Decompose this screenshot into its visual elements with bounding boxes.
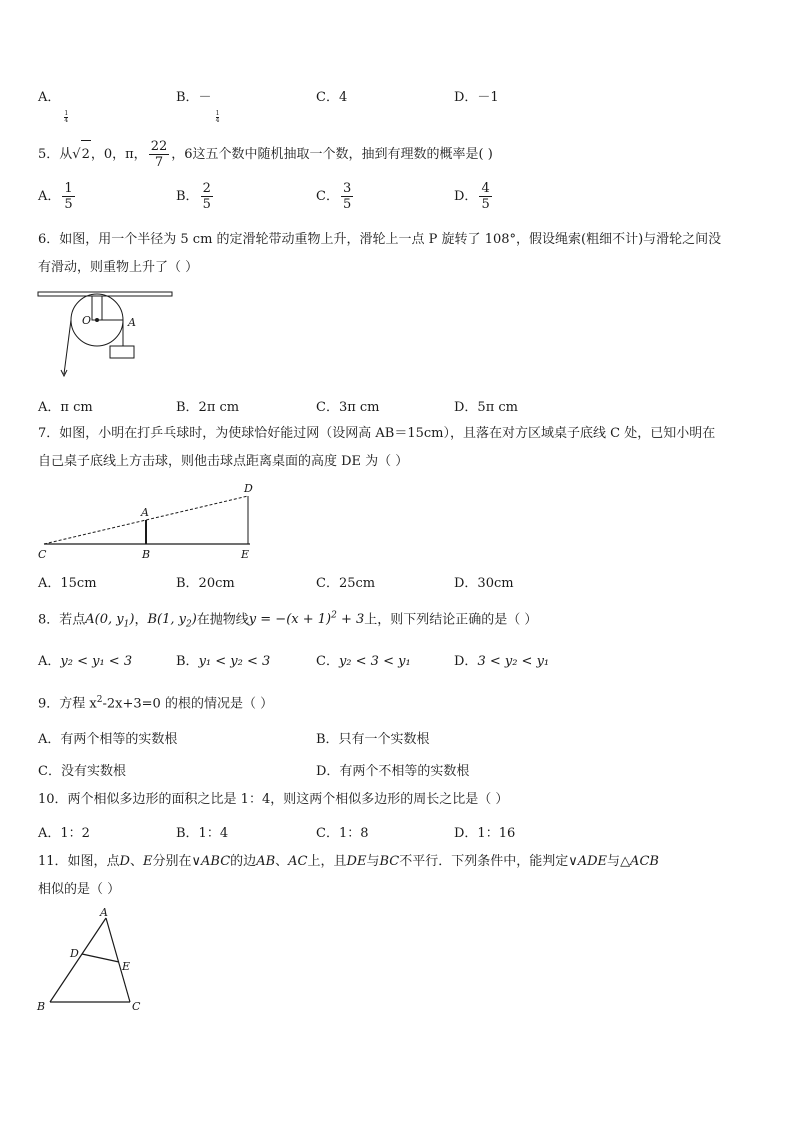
q6-stem: 6．如图，用一个半径为 5 cm 的定滑轮带动重物上升，滑轮上一点 P 旋转了 108°，假设绳索(粗细不计)与滑轮之间没 有滑动，则重物上升了（ ） bbox=[38, 232, 722, 275]
pulley-figure bbox=[36, 288, 176, 380]
label-d: D bbox=[70, 947, 79, 960]
point-a: A(0, $y_1$) bbox=[85, 612, 135, 630]
q4-a-fraction: $\frac{1}{4}$ bbox=[64, 110, 69, 124]
parabola-equation: $y = -(x + 1)^2 + 3$ bbox=[248, 611, 365, 628]
q7-option-d: D．30cm bbox=[454, 576, 514, 591]
label-a: A bbox=[141, 506, 149, 519]
label-c: C bbox=[132, 1000, 141, 1013]
q7-option-b: B．20cm bbox=[176, 576, 235, 591]
segment-de bbox=[82, 954, 119, 962]
q8-stem: 8．若点A(0, $y_1$)，B(1, $y_2$)在抛物线$y = -(x + 1)^2 + 3$上，则下列结论正确的是（ ） bbox=[38, 611, 538, 630]
q5-options bbox=[38, 182, 758, 222]
q10-option-a: A．1：2 bbox=[38, 826, 90, 841]
label-a: A bbox=[100, 906, 108, 919]
q6-option-a: A．π cm bbox=[38, 400, 93, 415]
q4-option-b: B．－ $\frac{1}{4}$ bbox=[176, 90, 220, 124]
q6-option-d: D．5π cm bbox=[454, 400, 518, 415]
q5-option-d: D． $\frac{4}{5}$ bbox=[454, 181, 490, 212]
rope-left bbox=[64, 320, 71, 374]
weight-block bbox=[110, 346, 134, 358]
label-b: B bbox=[142, 548, 151, 561]
pingpong-figure bbox=[36, 480, 266, 562]
q6-option-c: C．3π cm bbox=[316, 400, 380, 415]
q4-option-c: C．4 bbox=[316, 90, 348, 105]
triangle-figure bbox=[34, 904, 154, 1016]
q11-line1: 11．如图，点D、E分别在∨ABC的边AB、AC上，且DE与BC不平行．下列条件中，能判定∨ADE与△ACB bbox=[38, 854, 659, 869]
q5-option-a: A． $\frac{1}{5}$ bbox=[38, 181, 73, 212]
q11-stem: 11．如图，点D、E分别在∨ABC的边AB、AC上，且DE与BC不平行．下列条件中，能判定∨ADE与△ACB 相似的是（ ） bbox=[38, 848, 758, 904]
q8-option-b: B．y₁ < y₂ < 3 bbox=[176, 654, 271, 669]
label-e: E bbox=[241, 548, 250, 561]
sqrt-sign: √ bbox=[72, 147, 81, 162]
q8-option-d: D．3 < y₂ < y₁ bbox=[454, 654, 550, 669]
q7-option-a: A．15cm bbox=[38, 576, 97, 591]
q5-d-frac: $\frac{4}{5}$ bbox=[481, 181, 490, 212]
q5-option-c: C． $\frac{3}{5}$ bbox=[316, 181, 352, 212]
q5-option-b: B． $\frac{2}{5}$ bbox=[176, 181, 211, 212]
q5-c-frac: $\frac{3}{5}$ bbox=[342, 181, 352, 212]
side-ab bbox=[50, 918, 106, 1002]
q7-option-c: C．25cm bbox=[316, 576, 376, 591]
q8-option-c: C．y₂ < 3 < y₁ bbox=[316, 654, 411, 669]
label-a: A bbox=[128, 316, 136, 329]
q9-option-a: A．有两个相等的实数根 bbox=[38, 732, 178, 747]
q10-option-c: C．1：8 bbox=[316, 826, 369, 841]
q4-option-d: D．－1 bbox=[454, 90, 499, 105]
q10-option-b: B．1：4 bbox=[176, 826, 229, 841]
q5-b-frac: $\frac{2}{5}$ bbox=[202, 181, 211, 212]
q5-a-frac: $\frac{1}{5}$ bbox=[64, 181, 73, 212]
q9-option-c: C．没有实数根 bbox=[38, 764, 126, 779]
q10-stem: 10．两个相似多边形的面积之比是 1：4，则这两个相似多边形的周长之比是（ ） bbox=[38, 792, 509, 807]
q4-b-fraction: $\frac{1}{4}$ bbox=[215, 110, 220, 124]
pulley-mount bbox=[92, 296, 102, 320]
q5-fraction: $\frac{22}{7}$ bbox=[150, 139, 168, 170]
q6-option-b: B．2π cm bbox=[176, 400, 240, 415]
point-b: B(1, $y_2$) bbox=[147, 612, 197, 630]
q10-option-d: D．1：16 bbox=[454, 826, 516, 841]
q9-option-b: B．只有一个实数根 bbox=[316, 732, 430, 747]
label-e: E bbox=[122, 960, 131, 973]
q4-option-a: A． $\frac{1}{4}$ bbox=[38, 90, 69, 124]
label-b: B bbox=[37, 1000, 46, 1013]
label-d: D bbox=[244, 482, 253, 495]
label-c: C bbox=[38, 548, 47, 561]
q9-option-d: D．有两个不相等的实数根 bbox=[316, 764, 470, 779]
label-o: O bbox=[82, 314, 92, 327]
q5-stem: 5．从√2，0，π， $\frac{22}{7}$ ，6这五个数中随机抽取一个数，抽到有理数的概率是( ) bbox=[38, 139, 493, 170]
q7-stem: 7．如图，小明在打乒乓球时，为使球恰好能过网（设网高 AB＝15cm），且落在对方区域桌子底线 C 处，已知小明在 自己桌子底线上方击球，则他击球点距离桌面的高度 DE 为（ ） bbox=[38, 426, 716, 469]
q8-option-a: A．y₂ < y₁ < 3 bbox=[38, 654, 133, 669]
q9-stem: 9．方程 $x^2-2x+3=0$ 的根的情况是（ ） bbox=[38, 695, 274, 712]
